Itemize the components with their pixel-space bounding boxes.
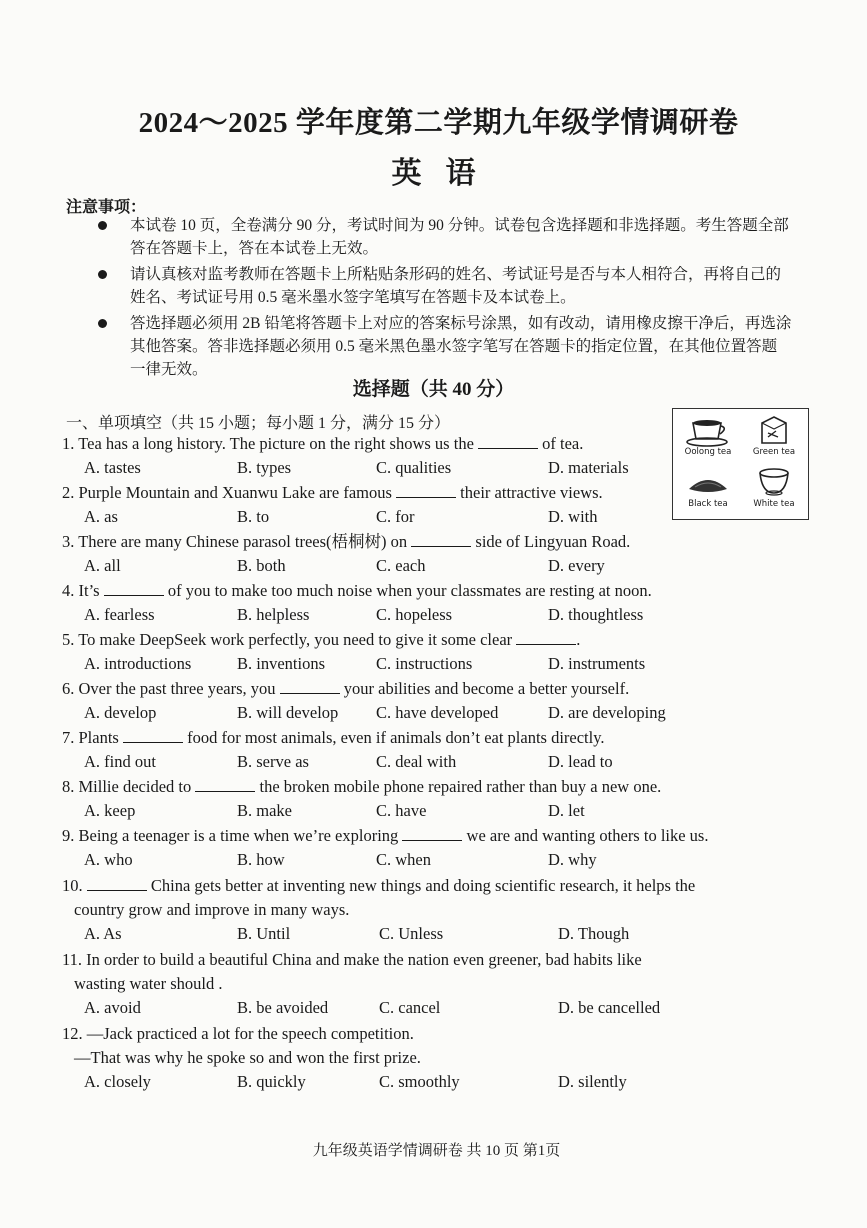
options-row xyxy=(62,1070,774,1094)
options-row xyxy=(62,603,774,627)
question-8 xyxy=(62,775,774,823)
option-b: B. quickly xyxy=(237,1072,306,1091)
question-3 xyxy=(62,530,774,578)
subject-title: 英语 xyxy=(391,157,500,190)
question-list xyxy=(62,432,774,1095)
question-stem: 5. To make DeepSeek work perfectly, you need to give it some clear xyxy=(62,630,513,649)
option-d: D. materials xyxy=(548,458,629,477)
option-b: B. types xyxy=(237,458,292,477)
option-a: A. fearless xyxy=(84,605,155,624)
tea-label: White tea xyxy=(753,499,795,509)
question-stem: 1. Tea has a long history. The picture on the right shows us the xyxy=(62,434,474,453)
option-d: D. thoughtless xyxy=(548,605,644,624)
options-row xyxy=(62,799,774,823)
options-row xyxy=(62,848,774,872)
answer-blank xyxy=(396,483,456,498)
option-a: A. introductions xyxy=(84,654,192,673)
question-stem: 4. It’s xyxy=(62,581,100,600)
notice-heading: 注意事项： xyxy=(66,197,147,216)
question-stem: 10. xyxy=(62,876,83,895)
option-c: C. instructions xyxy=(376,654,473,673)
option-c: C. cancel xyxy=(379,998,441,1017)
option-d: D. with xyxy=(548,507,598,526)
answer-blank xyxy=(402,826,462,841)
option-b: B. how xyxy=(237,850,285,869)
part-title: 一、单项填空（共 15 小题；每小题 1 分，满分 15 分） xyxy=(66,415,451,432)
option-d: D. why xyxy=(548,850,597,869)
option-a: A. as xyxy=(84,507,118,526)
options-row xyxy=(62,505,774,529)
question-stem-end: their attractive views. xyxy=(460,483,603,502)
option-d: D. every xyxy=(548,556,605,575)
notice-list xyxy=(92,214,792,384)
option-a: A. As xyxy=(84,924,122,943)
option-c: C. each xyxy=(376,556,426,575)
option-c: C. hopeless xyxy=(376,605,453,624)
question-stem-continued: —That was why he spoke so xyxy=(74,1048,265,1067)
bullet-icon xyxy=(98,221,107,230)
bullet-icon xyxy=(98,270,107,279)
answer-blank xyxy=(478,434,538,449)
question-stem: 9. Being a teenager is a time when we’re exploring xyxy=(62,826,399,845)
question-stem-end: the broken mobile phone repaired rather than buy a new one. xyxy=(259,777,662,796)
question-9 xyxy=(62,824,774,872)
question-stem: 6. Over the past three years, you xyxy=(62,679,276,698)
notice-text: 请认真核对监考教师在答题卡上所粘贴条形码的姓名、考试证号是否与本人相符合，再将自己的姓名、考试证号用 0.5 毫米墨水签字笔填写在答题卡及本试卷上。 xyxy=(130,266,782,306)
question-stem: 12. —Jack practiced a lot for the speech competition. xyxy=(62,1024,414,1043)
question-stem-end: your abilities and become a better yourself. xyxy=(343,679,630,698)
question-stem-continued: wasting water should xyxy=(74,974,215,993)
option-b: B. helpless xyxy=(237,605,310,624)
tea-label: Oolong tea xyxy=(684,447,732,457)
question-stem-end: food for most animals, even if animals don’t eat plants directly. xyxy=(187,728,605,747)
question-stem: 11. In order to build a beautiful China and make the nation even greener, bad habits like xyxy=(62,950,642,969)
option-b: B. inventions xyxy=(237,654,326,673)
answer-blank xyxy=(87,876,147,891)
question-11 xyxy=(62,948,774,1020)
notice-item xyxy=(92,214,792,260)
option-b: B. to xyxy=(237,507,270,526)
options-row xyxy=(62,554,774,578)
question-6 xyxy=(62,677,774,725)
option-d: D. let xyxy=(548,801,585,820)
question-stem-end: China gets better at inventing new things and doing scientific research, it helps the xyxy=(150,876,696,895)
question-12 xyxy=(62,1022,774,1094)
option-a: A. develop xyxy=(84,703,157,722)
option-b: B. Until xyxy=(237,924,291,943)
tea-label: Black tea xyxy=(688,499,728,509)
answer-blank xyxy=(516,630,576,645)
question-stem-continued: country grow and improve in many ways. xyxy=(74,900,350,919)
option-c: C. deal with xyxy=(376,752,457,771)
option-a: A. find out xyxy=(84,752,156,771)
option-b: B. will develop xyxy=(237,703,339,722)
option-b: B. make xyxy=(237,801,292,820)
option-a: A. all xyxy=(84,556,121,575)
question-10 xyxy=(62,874,774,946)
notice-text: 答选择题必须用 2B 铅笔将答题卡上对应的答案标号涂黑，如有改动，请用橡皮擦干净后，再选涂其他答案。答非选择题必须用 0.5 毫米黑色墨水签字笔写在答题卡的指定位置，在其他位置答题一律无效。 xyxy=(130,315,792,378)
option-d: D. Though xyxy=(558,924,630,943)
question-stem: 2. Purple Mountain and Xuanwu Lake are famous xyxy=(62,483,392,502)
notice-item xyxy=(92,312,792,381)
option-d: D. are developing xyxy=(548,703,666,722)
question-stem-end: . xyxy=(218,974,223,993)
option-b: B. serve as xyxy=(237,752,309,771)
question-7 xyxy=(62,726,774,774)
option-d: D. lead to xyxy=(548,752,613,771)
option-a: A. tastes xyxy=(84,458,141,477)
options-row xyxy=(62,652,774,676)
option-c: C. have xyxy=(376,801,427,820)
tea-label: Green tea xyxy=(752,447,796,457)
option-c: C. smoothly xyxy=(379,1072,460,1091)
notice-item xyxy=(92,263,792,309)
answer-blank xyxy=(123,728,183,743)
exam-title: 2024～2025 学年度第二学期九年级学情调研卷 xyxy=(138,107,739,139)
options-row xyxy=(62,750,774,774)
answer-blank xyxy=(280,679,340,694)
page-footer: 九年级英语学情调研卷 共 10 页 第1页 xyxy=(312,1143,561,1159)
bullet-icon xyxy=(98,319,107,328)
options-row xyxy=(62,922,774,946)
question-1 xyxy=(62,432,774,480)
option-d: D. be cancelled xyxy=(558,998,661,1017)
notice-text: 本试卷 10 页，全卷满分 90 分，考试时间为 90 分钟。试卷包含选择题和非选择题。考生答题全部答在答题卡上，答在本试卷上无效。 xyxy=(130,217,789,257)
option-d: D. silently xyxy=(558,1072,627,1091)
question-stem: 3. There are many Chinese parasol trees(梧桐树) on xyxy=(62,532,408,551)
question-4 xyxy=(62,579,774,627)
question-stem-end: side of Lingyuan Road. xyxy=(475,532,631,551)
option-c: C. for xyxy=(376,507,415,526)
options-row xyxy=(62,701,774,725)
option-d: D. instruments xyxy=(548,654,646,673)
answer-blank xyxy=(104,581,164,596)
option-b: B. both xyxy=(237,556,286,575)
options-row xyxy=(62,456,774,480)
section-title: 选择题（共 40 分） xyxy=(352,379,515,400)
option-c: C. when xyxy=(376,850,431,869)
option-c: C. have developed xyxy=(376,703,499,722)
option-c: C. Unless xyxy=(379,924,444,943)
question-stem: 8. Millie decided to xyxy=(62,777,192,796)
question-stem-end: of you to make too much noise when your classmates are resting at noon. xyxy=(167,581,652,600)
option-a: A. keep xyxy=(84,801,136,820)
question-stem: 7. Plants xyxy=(62,728,119,747)
question-5 xyxy=(62,628,774,676)
answer-blank xyxy=(195,777,255,792)
option-a: A. avoid xyxy=(84,998,141,1017)
question-stem-end: we are and wanting others to like us. xyxy=(466,826,709,845)
question-2 xyxy=(62,481,774,529)
options-row xyxy=(62,996,774,1020)
option-a: A. closely xyxy=(84,1072,151,1091)
option-c: C. qualities xyxy=(376,458,452,477)
question-stem-end: of tea. xyxy=(542,434,584,453)
question-stem-end: . xyxy=(576,630,581,649)
option-a: A. who xyxy=(84,850,133,869)
answer-blank xyxy=(411,532,471,547)
question-stem-end: and won the first prize. xyxy=(268,1048,421,1067)
option-b: B. be avoided xyxy=(237,998,329,1017)
